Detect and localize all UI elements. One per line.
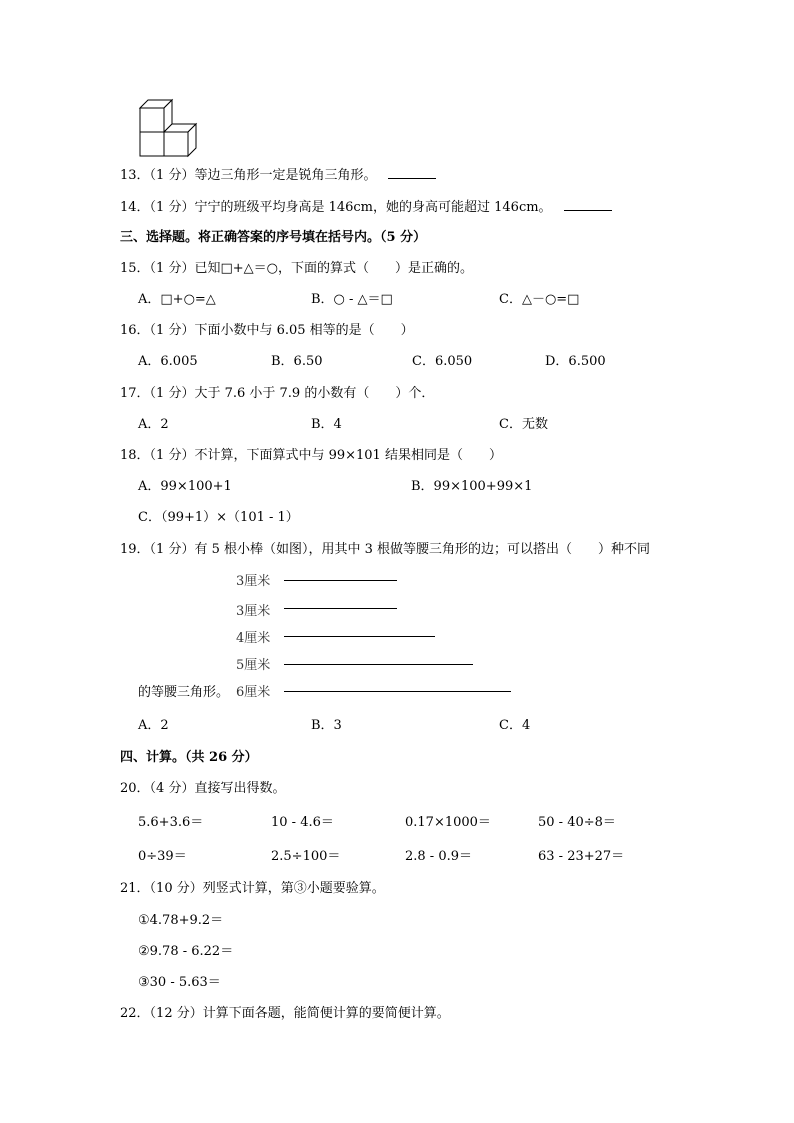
q19-option-b[interactable]: B．3 — [311, 718, 342, 733]
calc-item: 50 - 40÷8＝ — [538, 815, 616, 830]
calc-item: 5.6+3.6＝ — [138, 815, 204, 830]
stick-label: 3厘米 — [236, 574, 271, 589]
stick — [284, 636, 435, 637]
vertical-calc-item: ③30 - 5.63＝ — [138, 975, 221, 990]
cube-figure — [135, 95, 205, 161]
q17-option-b[interactable]: B．4 — [311, 417, 342, 432]
question-19-tail: 的等腰三角形。 — [138, 685, 230, 700]
calc-item: 63 - 23+27＝ — [538, 849, 625, 864]
calc-item: 0.17×1000＝ — [405, 815, 491, 830]
question-14 — [120, 198, 612, 217]
question-17-text: 17．（1 分）大于 7.6 小于 7.9 的小数有（ ）个． — [120, 386, 435, 401]
stick — [284, 664, 473, 665]
answer-blank-14[interactable] — [564, 198, 612, 211]
q16-option-b[interactable]: B．6.50 — [271, 354, 323, 369]
q16-option-d[interactable]: D．6.500 — [545, 354, 606, 369]
q16-option-a[interactable]: A．6.005 — [138, 354, 198, 369]
calc-item: 10 - 4.6＝ — [271, 815, 334, 830]
stick — [284, 691, 511, 692]
q15-option-b[interactable]: B．○ - △＝□ — [311, 292, 393, 307]
q19-option-c[interactable]: C．4 — [499, 718, 531, 733]
vertical-calc-item: ②9.78 - 6.22＝ — [138, 944, 234, 959]
question-18-text: 18．（1 分）不计算，下面算式中与 99×101 结果相同是（ ） — [120, 448, 502, 463]
stick-label: 4厘米 — [236, 631, 271, 646]
q18-option-c[interactable]: C．（99+1）×（101 - 1） — [138, 510, 299, 525]
question-20-text: 20．（4 分）直接写出得数。 — [120, 781, 286, 796]
question-19-text: 19．（1 分）有 5 根小棒（如图），用其中 3 根做等腰三角形的边；可以搭出（ ）种不同 — [120, 542, 651, 557]
question-13 — [120, 166, 436, 185]
q19-option-a[interactable]: A．2 — [138, 718, 169, 733]
calc-item: 2.8 - 0.9＝ — [405, 849, 473, 864]
vertical-calc-item: ①4.78+9.2＝ — [138, 913, 224, 928]
q18-option-a[interactable]: A．99×100+1 — [138, 479, 232, 494]
stick — [284, 608, 397, 609]
section-4-title: 四、计算。（共 26 分） — [120, 750, 258, 765]
stick-label: 6厘米 — [236, 685, 271, 700]
q15-option-c[interactable]: C．△－○=□ — [499, 292, 580, 307]
question-22-text: 22．（12 分）计算下面各题，能简便计算的要简便计算。 — [120, 1006, 450, 1021]
answer-blank-13[interactable] — [388, 166, 436, 179]
q15-option-a[interactable]: A．□+○=△ — [138, 292, 216, 307]
calc-item: 0÷39＝ — [138, 849, 187, 864]
section-3-title: 三、选择题。将正确答案的序号填在括号内。（5 分） — [120, 230, 427, 245]
stick — [284, 580, 397, 581]
q17-option-a[interactable]: A．2 — [138, 417, 169, 432]
q17-option-c[interactable]: C．无数 — [499, 417, 548, 432]
q18-option-b[interactable]: B．99×100+99×1 — [411, 479, 533, 494]
question-15-text: 15．（1 分）已知□+△＝○，下面的算式（ ）是正确的。 — [120, 261, 473, 276]
question-16-text: 16．（1 分）下面小数中与 6.05 相等的是（ ） — [120, 323, 414, 338]
stick-label: 3厘米 — [236, 604, 271, 619]
stick-label: 5厘米 — [236, 658, 271, 673]
question-21-text: 21．（10 分）列竖式计算，第③小题要验算。 — [120, 881, 385, 896]
question-13-text: 13．（1 分）等边三角形一定是锐角三角形。 — [120, 168, 377, 183]
question-14-text: 14．（1 分）宁宁的班级平均身高是 146cm，她的身高可能超过 146cm。 — [120, 200, 552, 215]
calc-item: 2.5÷100＝ — [271, 849, 341, 864]
q16-option-c[interactable]: C．6.050 — [412, 354, 473, 369]
